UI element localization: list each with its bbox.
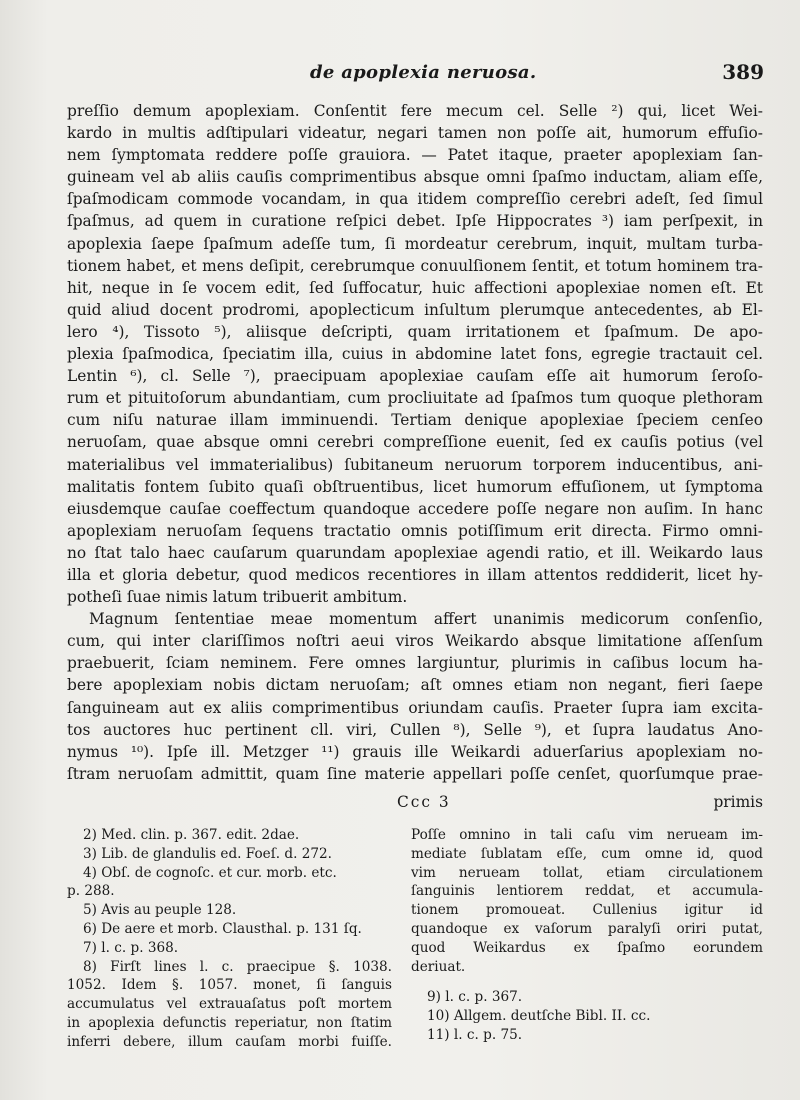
text-line: tos auctores huc pertinent cll. viri, Cullen ⁸), Selle ⁹), et ſupra laudatus Ano- xyxy=(67,720,763,739)
footnote-continuation: 1052. Idem §. 1057. monet, ſi ſanguis xyxy=(67,977,392,994)
text-line: malitatis fontem ſubito quaſi obſtruentibus, licet humorum effuſionem, ut ſymptoma xyxy=(67,477,763,496)
footnote: 10) Allgem. deutſche Bibl. II. cc. xyxy=(427,1008,651,1025)
footnote-continuation: mediate ſublatam eſſe, cum omne id, quod xyxy=(411,845,763,862)
footnotes-right-column xyxy=(411,826,763,1045)
footnote: 8) Firſt lines l. c. praecipue §. 1038. xyxy=(83,958,392,975)
text-line: guineam vel ab aliis cauſis comprimentibus absque omni ſpaſmo inductam, aliam eſſe, xyxy=(67,168,763,187)
text-line: neruoſam, quae absque omni cerebri compreſſione euenit, ſed ex cauſis potius (vel xyxy=(67,433,763,452)
text-line: ſtram neruoſam admittit, quam ſine materie appellari poſſe cenſet, quorſumque prae- xyxy=(67,764,763,783)
text-line: hit, neque in ſe vocem edit, ſed ſuffocatur, huic affectioni apoplexiae nomen eſt. Et xyxy=(67,278,763,297)
footnote-continuation: p. 288. xyxy=(67,883,115,900)
text-line: ſpaſmus, ad quem in curatione reſpici debet. Ipſe Hippocrates ³) iam perſpexit, in xyxy=(67,212,763,231)
catchword: primis xyxy=(713,793,763,811)
footnote-continuation: ſanguinis lentiorem reddat, et accumula- xyxy=(411,883,763,900)
footnote: 6) De aere et morb. Clausthal. p. 131 ſq. xyxy=(83,920,362,937)
footnote-continuation: vim neruеam tollat, etiam circulationem xyxy=(411,864,763,881)
text-line: tionem habet, et mens deſipit, cerebrumque conuulſionem ſentit, et totum hominem tra- xyxy=(67,256,763,275)
text-line: nymus ¹⁰). Ipſe ill. Metzger ¹¹) grauis ille Weikardi aduerſarius apoplexiam no- xyxy=(67,742,763,761)
footnote-continuation: accumulatus vel extrauaſatus poſt mortem xyxy=(67,996,392,1013)
footnote: 3) Lib. de glandulis ed. Foeſ. d. 272. xyxy=(83,845,333,862)
footnote: 7) l. c. p. 368. xyxy=(83,939,179,956)
text-line: plexia ſpaſmodica, ſpeciatim illa, cuius in abdomine latet fons, egregie tractauit cel. xyxy=(67,345,763,364)
text-line: preſſio demum apoplexiam. Conſentit fere mecum cel. Selle ²) qui, licet Wei- xyxy=(67,102,763,120)
text-line: bere apoplexiam nobis dictam neruoſam; aſt omnes etiam non negant, fieri ſaepe xyxy=(67,676,763,695)
text-line: apoplexia ſaepe ſpaſmum adeſſe tum, ſi mordeatur cerebrum, inquit, multam turba- xyxy=(67,234,763,253)
text-line: Lentin ⁶), cl. Selle ⁷), praecipuam apoplexiae cauſam eſſe ait humorum ſeroſo- xyxy=(67,367,763,386)
paragraph-start-line: Magnum ſententiae meae momentum affert unanimis medicorum conſenſio, xyxy=(89,610,763,629)
text-line: cum niſu naturae illam imminuendi. Tertiam denique apoplexiae ſpeciem cenſeo xyxy=(67,411,763,430)
text-line: quid aliud docent prodromi, apoplecticum inſultum plerumque antecedentes, ab El- xyxy=(67,300,763,319)
footnote-continuation: deriuat. xyxy=(411,958,466,975)
text-line: ſpaſmodicam commode vocandam, in qua itidem compreſſio cerebri adeſt, ſed ſimul xyxy=(67,190,763,209)
text-line: rum et pituitoſorum abundantiam, cum procliuitate ad ſpaſmos tum quoque plethoram xyxy=(67,389,763,408)
footnote-gap xyxy=(411,976,763,988)
text-line: kardo in multis adſtipulari videatur, negari tamen non poſſe ait, humorum effuſio- xyxy=(67,124,763,143)
main-text xyxy=(67,100,763,785)
signature-mark: Ccc 3 xyxy=(397,793,451,811)
text-line: potheſi ſuae nimis latum tribuerit ambitum. xyxy=(67,588,408,607)
text-line: illa et gloria debetur, quod medicos recentiores in illam attentos reddiderit, licet hy- xyxy=(67,565,763,584)
text-line: cum, qui inter clariſſimos noſtri aeui viros Weikardo absque limitatione aſſenſum xyxy=(67,632,763,651)
text-line: eiusdemque cauſae coeffectum quandoque accedere poſſe negare non auſim. In hanc xyxy=(67,499,763,518)
text-line: praebuerit, ſciam neminem. Fere omnes largiuntur, plurimis in caſibus locum ha- xyxy=(67,654,763,673)
page-header xyxy=(60,62,764,86)
text-line: apoplexiam neruoſam ſequens tractatio omnis potiſſimum erit directa. Firmo omni- xyxy=(67,521,763,540)
footnotes-left-column xyxy=(67,826,392,1052)
footnote: 4) Obſ. de cognoſc. et cur. morb. etc. xyxy=(83,864,337,881)
text-line: no ſtat talo haec cauſarum quarundam apoplexiae agendi ratio, et ill. Weikardo laus xyxy=(67,543,763,562)
text-line: ſanguineam aut ex aliis comprimentibus oriundam cauſis. Praeter ſupra iam excita- xyxy=(67,698,763,717)
text-line: nem ſymptomata reddere poſſe grauiora. — Patet itaque, praeter apoplexiam ſan- xyxy=(67,146,763,165)
footnote: 2) Med. clin. p. 367. edit. 2dae. xyxy=(83,827,300,843)
footnote-continuation: inferri debere, illum cauſam morbi fuiſſe. xyxy=(67,1033,392,1050)
footnote: 11) l. c. p. 75. xyxy=(427,1026,523,1043)
running-title: de apoplexia neruosa. xyxy=(310,62,537,83)
footnote-continuation: Poſſe omnino in tali caſu vim neruеam im- xyxy=(411,827,763,843)
text-line: materialibus vel immaterialibus) ſubitaneum neruorum torporem inducentibus, ani- xyxy=(67,455,763,474)
catchline xyxy=(67,793,763,815)
footnote-continuation: in apoplexia defunctis reperiatur, non ſtatim xyxy=(67,1014,392,1031)
footnote: 9) l. c. p. 367. xyxy=(427,989,523,1006)
footnote-continuation: quandoque ex vaſorum paralyſi oriri putat, xyxy=(411,920,763,937)
footnote: 5) Avis au peuple 128. xyxy=(83,902,237,919)
page-number: 389 xyxy=(722,60,764,84)
text-line: lero ⁴), Tissoto ⁵), aliisque deſcripti, quam irritationem et ſpaſmum. De apo- xyxy=(67,322,763,341)
footnote-continuation: tionem promoueat. Cullenius igitur id xyxy=(411,902,763,919)
footnote-continuation: quod Weikardus ex ſpaſmo eorundem xyxy=(411,939,763,956)
